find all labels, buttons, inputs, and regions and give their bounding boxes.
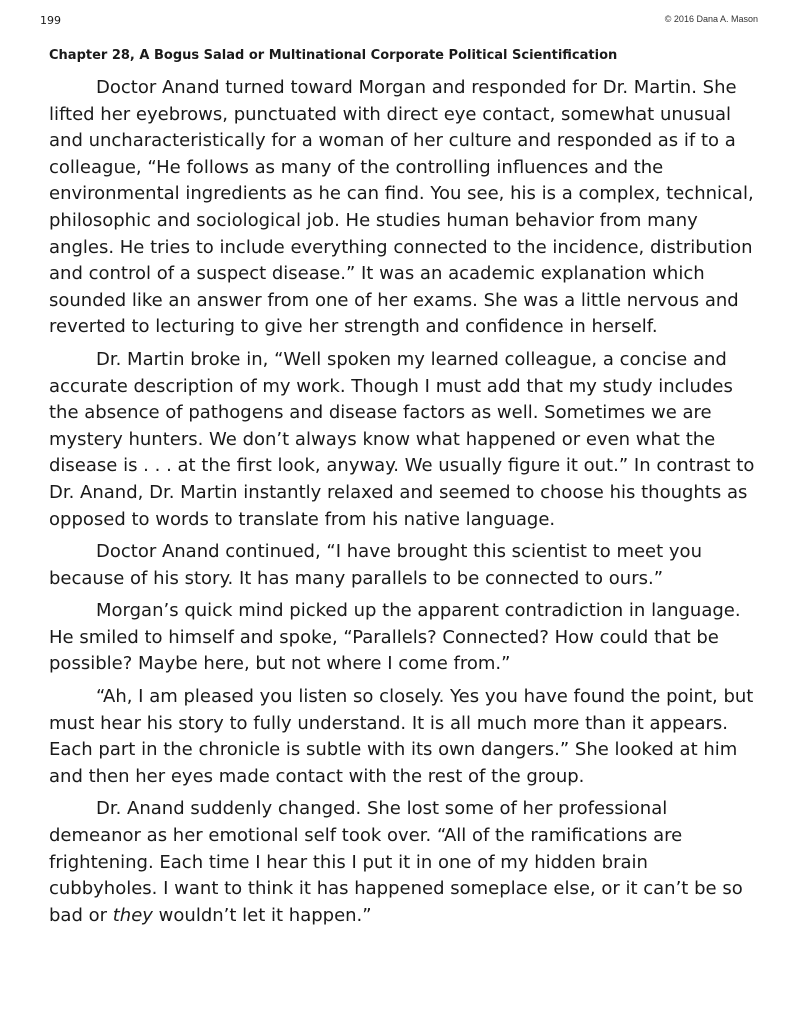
paragraph: Doctor Anand turned toward Morgan and responded for Dr. Martin. She lifted her eyebrows, punctuated with direct eye contact, somewhat unusual and uncharacteristically for a woman of her culture and responded as if to a colleague, “He follows as many of the controlling influences and the environmental ingredients as he can find. You see, his is a complex, technical, philosophic and sociological job. He studies human behavior from many angles. He tries to include everything connected to the incidence, distribution and control of a suspect disease.” It was an academic explanation which sounded like an answer from one of her exams. She was a little nervous and reverted to lecturing to give her strength and confidence in herself. — [49, 77, 754, 338]
emphasized-word: they — [112, 904, 153, 926]
paragraph: “Ah, I am pleased you listen so closely. Yes you have found the point, but must hear his story to fully understand. It is all much more than it appears. Each part in the chronicle is subtle with its own dangers.” She looked at him and then her eyes made contact with the rest of the group. — [49, 686, 754, 787]
paragraph-text: wouldn’t let it happen.” — [152, 904, 372, 926]
paragraph: Doctor Anand continued, “I have brought this scientist to meet you because of his story. It has many parallels to be connected to ours.” — [49, 541, 702, 589]
copyright-notice: © 2016 Dana A. Mason — [664, 14, 758, 24]
paragraph-text: Dr. Anand suddenly changed. She lost some of her professional demeanor as her emotional self took over. “All of the ramifications are frightening. Each time I hear this I put it in one of my hidden brain cubbyholes. I want to think it has happened someplace else, or it can’t be so bad or — [49, 798, 743, 926]
paragraph: Dr. Martin broke in, “Well spoken my learned colleague, a concise and accurate description of my work. Though I must add that my study includes the absence of pathogens and disease factors as well. Sometimes we are mystery hunters. We don’t always know what happened or even what the disease is . . . at the first look, anyway. We usually figure it out.” In contrast to Dr. Anand, Dr. Martin instantly relaxed and seemed to choose his thoughts as opposed to words to translate from his native language. — [49, 348, 755, 530]
page-number: 199 — [40, 14, 61, 27]
chapter-title: Chapter 28, A Bogus Salad or Multinational Corporate Political Scientification — [49, 48, 618, 63]
body-text — [49, 75, 761, 935]
paragraph — [49, 796, 761, 929]
paragraph: Morgan’s quick mind picked up the apparent contradiction in language. He smiled to himself and spoke, “Parallels? Connected? How could that be possible? Maybe here, but not where I come from.” — [49, 600, 741, 675]
